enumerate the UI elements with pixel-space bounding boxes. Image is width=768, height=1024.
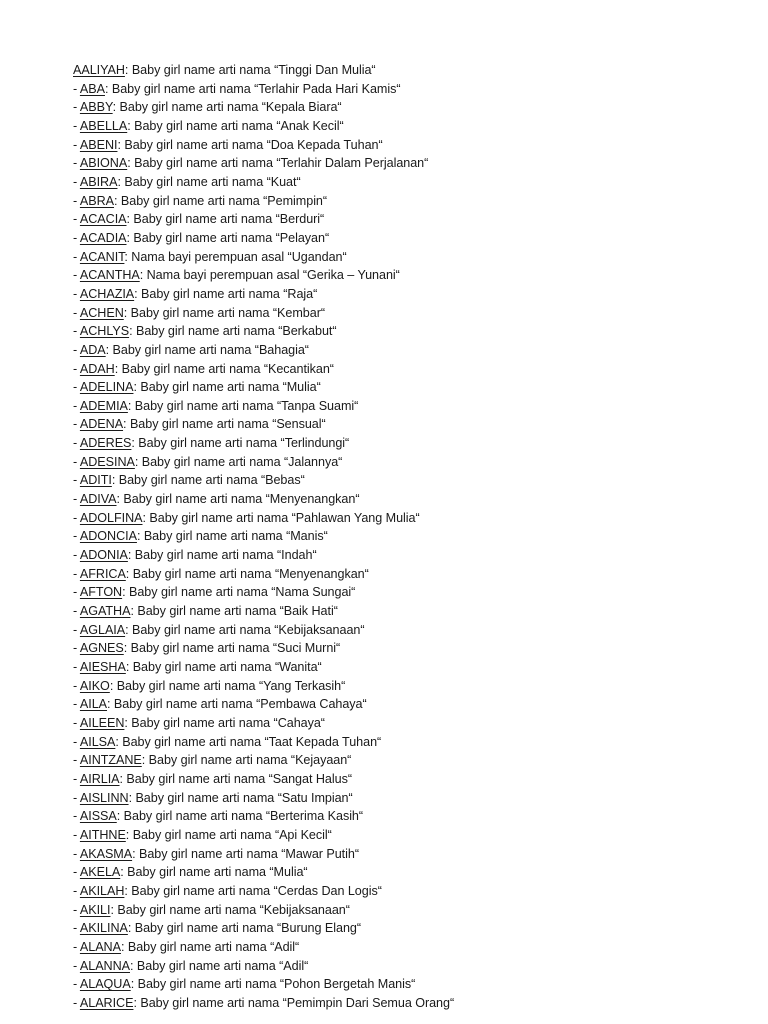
list-item-bullet: -	[73, 305, 80, 320]
name-link[interactable]: ACHLYS	[79, 324, 130, 339]
name-meaning: : Baby girl name arti nama “Kebijaksanaan“	[110, 902, 350, 917]
name-meaning: : Baby girl name arti nama “Pemimpin“	[114, 193, 328, 208]
list-item	[73, 621, 768, 640]
list-item	[73, 192, 768, 211]
list-item-bullet: -	[73, 939, 80, 954]
list-item	[73, 304, 768, 323]
name-meaning: : Baby girl name arti nama “Mawar Putih“	[132, 846, 359, 861]
name-link[interactable]: AKILI	[79, 902, 111, 917]
list-item	[73, 117, 768, 136]
list-item	[73, 341, 768, 360]
name-meaning: : Baby girl name arti nama “Mulia“	[133, 380, 321, 395]
list-item-bullet: -	[73, 921, 80, 936]
list-item-bullet: -	[73, 827, 80, 842]
list-item	[73, 826, 768, 845]
name-link[interactable]: AKILAH	[79, 883, 125, 898]
list-item-bullet: -	[73, 753, 80, 768]
name-link[interactable]: AISSA	[79, 809, 117, 824]
name-meaning: : Baby girl name arti nama “Kebijaksanaan“	[125, 622, 365, 637]
list-item-bullet: -	[73, 865, 80, 880]
name-meaning: : Baby girl name arti nama “Satu Impian“	[128, 790, 353, 805]
name-meaning: : Baby girl name arti nama “Burung Elang“	[127, 921, 362, 936]
name-meaning: : Baby girl name arti nama “Wanita“	[125, 660, 322, 674]
list-item	[73, 136, 768, 155]
list-item	[73, 957, 768, 976]
list-item-bullet: -	[73, 678, 80, 693]
name-meaning: : Baby girl name arti nama “Bahagia“	[105, 342, 309, 357]
name-link[interactable]: AIRLIA	[79, 771, 120, 786]
list-item-bullet: -	[73, 118, 80, 133]
list-item	[73, 80, 768, 99]
list-item	[73, 975, 768, 994]
list-item-bullet: -	[73, 548, 80, 563]
name-link[interactable]: ADAH	[79, 361, 115, 376]
name-meaning: : Baby girl name arti nama “Berduri“	[126, 212, 325, 227]
name-meaning: : Baby girl name arti nama “Berterima Kasih“	[116, 809, 364, 824]
list-item	[73, 378, 768, 397]
list-item-bullet: -	[73, 492, 80, 507]
list-item	[73, 360, 768, 379]
name-link[interactable]: AKASMA	[79, 846, 133, 861]
list-item-bullet: -	[73, 697, 80, 712]
name-meaning: : Baby girl name arti nama “Tanpa Suami“	[127, 398, 359, 413]
list-item-bullet: -	[73, 380, 80, 395]
list-item-bullet: -	[73, 715, 80, 730]
list-item-bullet: -	[73, 771, 80, 786]
list-item-bullet: -	[73, 417, 80, 432]
list-item-bullet: -	[73, 212, 80, 227]
name-link[interactable]: AIESHA	[79, 660, 126, 674]
list-item-bullet: -	[73, 230, 80, 245]
list-item-bullet: -	[73, 398, 80, 413]
list-item	[73, 248, 768, 267]
list-item	[73, 285, 768, 304]
name-link[interactable]: AKELA	[79, 865, 121, 880]
name-meaning: : Baby girl name arti nama “Suci Murni“	[123, 641, 341, 656]
name-link[interactable]: ACANTHA	[79, 268, 140, 283]
list-item	[73, 434, 768, 453]
name-link[interactable]: ABIRA	[79, 174, 118, 189]
name-link[interactable]: ADIVA	[79, 492, 117, 507]
name-link[interactable]: AKILINA	[79, 921, 128, 936]
list-item	[73, 863, 768, 882]
name-meaning: : Baby girl name arti nama “Pahlawan Yang Mulia“	[142, 510, 420, 525]
name-link[interactable]: ALARICE	[79, 995, 134, 1010]
name-meaning: : Baby girl name arti nama “Baik Hati“	[130, 604, 338, 619]
name-link[interactable]: ABIONA	[79, 156, 128, 171]
name-link[interactable]: ALAQUA	[79, 977, 131, 992]
name-meaning: : Baby girl name arti nama “Indah“	[127, 548, 317, 563]
list-item-bullet: -	[73, 641, 80, 656]
name-link[interactable]: AFRICA	[79, 566, 126, 581]
list-item-bullet: -	[73, 361, 80, 376]
name-meaning: : Baby girl name arti nama “Kembar“	[123, 305, 325, 320]
list-item-bullet: -	[73, 473, 80, 488]
list-item	[73, 61, 768, 80]
name-meaning: : Baby girl name arti nama “Pembawa Cahaya“	[107, 697, 367, 712]
name-link[interactable]: ADEMIA	[79, 398, 128, 413]
name-link[interactable]: ACACIA	[79, 212, 127, 227]
list-item	[73, 266, 768, 285]
list-item	[73, 714, 768, 733]
name-link[interactable]: ABENI	[79, 137, 118, 152]
name-link[interactable]: ABELLA	[79, 118, 128, 133]
list-item-bullet: -	[73, 137, 80, 152]
name-link[interactable]: AILA	[79, 697, 108, 712]
name-meaning: : Baby girl name arti nama “Nama Sungai“	[122, 585, 356, 600]
name-link[interactable]: ACANIT	[79, 249, 125, 264]
name-meaning: : Baby girl name arti nama “Terlindungi“	[131, 436, 350, 451]
list-item	[73, 994, 768, 1013]
list-item-bullet: -	[73, 660, 80, 674]
list-item	[73, 98, 768, 117]
name-meaning: : Baby girl name arti nama “Cahaya“	[124, 715, 325, 730]
name-link[interactable]: ADOLFINA	[79, 510, 143, 525]
name-link[interactable]: AFTON	[79, 585, 123, 600]
list-item	[73, 471, 768, 490]
name-link[interactable]: AINTZANE	[79, 753, 142, 768]
name-link[interactable]: AGATHA	[79, 604, 131, 619]
list-item-bullet: -	[73, 995, 80, 1010]
name-meaning: : Baby girl name arti nama “Tinggi Dan Mulia“	[124, 63, 376, 77]
name-link[interactable]: ABA	[79, 81, 105, 96]
list-item	[73, 173, 768, 192]
name-link[interactable]: ACHAZIA	[79, 286, 135, 301]
name-link[interactable]: ADERES	[79, 436, 132, 451]
list-item-bullet: -	[73, 174, 80, 189]
name-meaning: : Baby girl name arti nama “Berkabut“	[129, 324, 337, 339]
name-link[interactable]: AILSA	[79, 734, 116, 749]
name-meaning: : Baby girl name arti nama “Kepala Biara“	[112, 100, 342, 115]
name-link[interactable]: ALANA	[79, 939, 121, 954]
list-item-bullet: -	[73, 100, 80, 115]
name-meaning: : Baby girl name arti nama “Kejayaan“	[141, 753, 352, 768]
name-link[interactable]: ACADIA	[79, 230, 127, 245]
name-meaning: : Baby girl name arti nama “Manis“	[136, 529, 328, 544]
list-item	[73, 845, 768, 864]
name-list	[73, 61, 768, 1012]
list-item	[73, 210, 768, 229]
name-meaning: : Baby girl name arti nama “Doa Kepada Tuhan“	[117, 137, 383, 152]
name-link[interactable]: ADITI	[79, 473, 112, 488]
name-link[interactable]: AITHNE	[79, 827, 126, 842]
list-item	[73, 770, 768, 789]
name-link[interactable]: ADA	[79, 342, 106, 357]
name-meaning: : Baby girl name arti nama “Anak Kecil“	[127, 118, 344, 133]
name-link[interactable]: AISLINN	[79, 790, 129, 805]
name-meaning: : Baby girl name arti nama “Menyenangkan“	[116, 492, 360, 507]
name-meaning: : Baby girl name arti nama “Adil“	[120, 939, 300, 954]
list-item	[73, 490, 768, 509]
name-meaning: : Baby girl name arti nama “Terlahir Pada Hari Kamis“	[104, 81, 401, 96]
list-item	[73, 602, 768, 621]
list-item-bullet: -	[73, 193, 80, 208]
list-item-bullet: -	[73, 734, 80, 749]
name-link[interactable]: ADONCIA	[79, 529, 137, 544]
name-link[interactable]: AALIYAH	[73, 63, 125, 77]
list-item-bullet: -	[73, 268, 80, 283]
list-item-bullet: -	[73, 81, 80, 96]
list-item-bullet: -	[73, 958, 80, 973]
list-item	[73, 733, 768, 752]
list-item	[73, 658, 768, 677]
name-link[interactable]: AIKO	[79, 678, 110, 693]
name-meaning: : Baby girl name arti nama “Sangat Halus“	[119, 771, 352, 786]
list-item-bullet: -	[73, 902, 80, 917]
list-item	[73, 882, 768, 901]
list-item-bullet: -	[73, 585, 80, 600]
name-meaning: : Baby girl name arti nama “Cerdas Dan Logis“	[124, 883, 382, 898]
list-item-bullet: -	[73, 809, 80, 824]
list-item	[73, 639, 768, 658]
name-meaning: : Baby girl name arti nama “Pelayan“	[126, 230, 330, 245]
name-link[interactable]: ADESINA	[79, 454, 135, 469]
name-meaning: : Nama bayi perempuan asal “Ugandan“	[124, 249, 347, 264]
name-meaning: : Baby girl name arti nama “Raja“	[134, 286, 318, 301]
list-item-bullet: -	[73, 510, 80, 525]
list-item	[73, 751, 768, 770]
name-link[interactable]: AGNES	[79, 641, 124, 656]
list-item	[73, 938, 768, 957]
name-link[interactable]: ADONIA	[79, 548, 128, 563]
name-meaning: : Baby girl name arti nama “Taat Kepada Tuhan“	[115, 734, 382, 749]
list-item	[73, 789, 768, 808]
name-meaning: : Baby girl name arti nama “Kecantikan“	[114, 361, 334, 376]
list-item	[73, 509, 768, 528]
list-item-bullet: -	[73, 846, 80, 861]
list-item	[73, 415, 768, 434]
list-item	[73, 527, 768, 546]
list-item-bullet: -	[73, 977, 80, 992]
list-item	[73, 695, 768, 714]
list-item	[73, 583, 768, 602]
list-item-bullet: -	[73, 622, 80, 637]
name-meaning: : Nama bayi perempuan asal “Gerika – Yunani“	[139, 268, 400, 283]
list-item-bullet: -	[73, 324, 80, 339]
list-item	[73, 901, 768, 920]
list-item	[73, 807, 768, 826]
list-item	[73, 565, 768, 584]
list-item-bullet: -	[73, 249, 80, 264]
name-meaning: : Baby girl name arti nama “Mulia“	[120, 865, 308, 880]
name-meaning: : Baby girl name arti nama “Pohon Bergetah Manis“	[130, 977, 416, 992]
list-item	[73, 154, 768, 173]
list-item	[73, 229, 768, 248]
list-item-bullet: -	[73, 566, 80, 581]
name-meaning: : Baby girl name arti nama “Sensual“	[123, 417, 326, 432]
list-item	[73, 677, 768, 696]
name-meaning: : Baby girl name arti nama “Kuat“	[117, 174, 301, 189]
name-link[interactable]: ACHEN	[79, 305, 124, 320]
list-item	[73, 397, 768, 416]
list-item-bullet: -	[73, 790, 80, 805]
name-meaning: : Baby girl name arti nama “Adil“	[130, 958, 309, 973]
name-meaning: : Baby girl name arti nama “Menyenangkan“	[125, 566, 369, 581]
list-item-bullet: -	[73, 883, 80, 898]
list-item-bullet: -	[73, 156, 80, 171]
name-link[interactable]: ALANNA	[79, 958, 130, 973]
name-meaning: : Baby girl name arti nama “Yang Terkasih“	[109, 678, 346, 693]
name-meaning: : Baby girl name arti nama “Pemimpin Dari Semua Orang“	[133, 995, 455, 1010]
list-item-bullet: -	[73, 436, 80, 451]
list-item-bullet: -	[73, 342, 80, 357]
name-link[interactable]: ADELINA	[79, 380, 134, 395]
list-item	[73, 919, 768, 938]
name-meaning: : Baby girl name arti nama “Api Kecil“	[125, 827, 332, 842]
name-meaning: : Baby girl name arti nama “Terlahir Dalam Perjalanan“	[127, 156, 429, 171]
name-link[interactable]: ADENA	[79, 417, 124, 432]
name-link[interactable]: ABRA	[79, 193, 115, 208]
name-meaning: : Baby girl name arti nama “Bebas“	[111, 473, 305, 488]
list-item-bullet: -	[73, 286, 80, 301]
list-item-bullet: -	[73, 454, 80, 469]
list-item-bullet: -	[73, 604, 80, 619]
name-link[interactable]: AILEEN	[79, 715, 125, 730]
list-item	[73, 453, 768, 472]
list-item-bullet: -	[73, 529, 80, 544]
name-link[interactable]: ABBY	[79, 100, 113, 115]
name-meaning: : Baby girl name arti nama “Jalannya“	[134, 454, 343, 469]
list-item	[73, 322, 768, 341]
list-item	[73, 546, 768, 565]
name-link[interactable]: AGLAIA	[79, 622, 126, 637]
